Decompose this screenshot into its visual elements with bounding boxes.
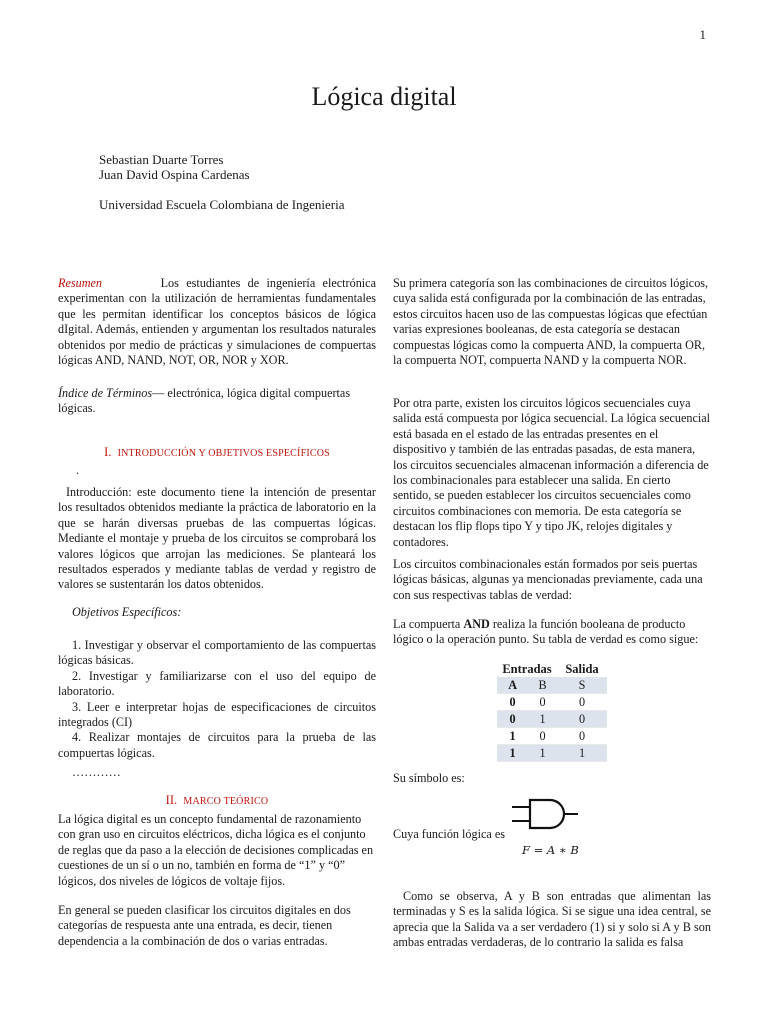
cell-b: 1	[528, 711, 557, 728]
theory-paragraph-1: La lógica digital es un concepto fundamental de razonamiento con gran uso en circuitos eléctricos, dicha lógica es el conjunto de reglas que da paso a la elección de decisiones complicadas en cuestiones de un sí o un no, también en forma de “1” y “0” lógicos, dos niveles de lógicos de voltaje fijos.	[58, 812, 374, 888]
objective-item: 4. Realizar montajes de circuitos para la prueba de las compuertas lógicas.	[58, 730, 376, 760]
table-row	[497, 745, 607, 762]
page-title: Lógica digital	[311, 82, 457, 111]
right-paragraph-5: Como se observa, A y B son entradas que alimentan las terminadas y S es la salida lógica. Si se sigue una idea central, se aprecia que la Salida va a ser verdadero (1) si y solo si A y B son ambas entradas verdaderas, de lo contrario la salida es falsa	[393, 889, 711, 950]
abstract	[58, 276, 376, 368]
author-list	[99, 152, 250, 182]
table-row	[497, 694, 607, 711]
section-2-heading	[58, 793, 376, 808]
right-paragraph-2: Por otra parte, existen los circuitos lógicos secuenciales cuya salida está compuesta por lógica secuencial. La lógica secuencial está basada en el estado de las entradas presentes en el dispositivo y también de las entradas pasadas, de esta manera, los circuitos secuenciales almacenan información a diferencia de los combinacionales para establecer una salida. En cierto sentido, se pueden establecer los circuitos secuenciales como circuitos combinaciones con memoria. De esta categoría se destacan los flip flops tipo Y y tipo JK, relojes digitales y contadores.	[393, 396, 711, 549]
function-expression: F = A ∗ B	[522, 843, 579, 857]
affiliation: Universidad Escuela Colombiana de Ingenieria	[99, 197, 345, 212]
cell-s: 1	[557, 745, 607, 762]
cell-a: 1	[497, 745, 528, 762]
section-1-title: INTRODUCCIÓN Y OBJETIVOS ESPECÍFICOS	[117, 448, 330, 459]
cell-b: 1	[528, 745, 557, 762]
index-terms	[58, 386, 376, 417]
page-number: 1	[699, 27, 706, 42]
header-entradas: Entradas	[502, 661, 552, 676]
truth-table-column-header	[497, 677, 607, 694]
abstract-text: Los estudiantes de ingeniería electrónica experimentan con la utilización de herramientas fundamentales que les permitan identificar los conceptos básicos de lógica dIgital. Además, entienden y argumentan los resultados naturales obtenidos por medio de prácticas y simulaciones de compuertas lógicas AND, NAND, NOT, OR, NOR y XOR.	[58, 276, 377, 368]
author-1: Sebastian Duarte Torres	[99, 152, 224, 167]
table-row	[497, 728, 607, 745]
section-2-number: II.	[165, 793, 178, 807]
cell-a: 1	[497, 728, 528, 745]
cell-a: 0	[497, 694, 528, 711]
section-1-number: I.	[104, 445, 112, 459]
section-1-dot: .	[76, 463, 80, 477]
and-gate-body	[530, 800, 564, 828]
and-paragraph-pre: La compuerta	[393, 617, 464, 631]
truth-table	[497, 661, 607, 762]
column-s: S	[557, 677, 607, 694]
section-2-title: MARCO TEÓRICO	[183, 796, 269, 807]
and-paragraph-post: realiza la función booleana de producto lógico o la operación punto. Su tabla de verdad es como sigue:	[393, 617, 699, 647]
theory-paragraph-2: En general se pueden clasificar los circuitos digitales en dos categorías de respuesta ante una entrada, es decir, tienen dependencia a la combinación de dos o varias entradas.	[58, 903, 351, 948]
truth-table-group-header	[497, 661, 607, 677]
function-label: Cuya función lógica es	[393, 827, 506, 841]
table-row	[497, 711, 607, 728]
cell-b: 0	[528, 694, 557, 711]
objectives-ellipsis: …………	[72, 765, 121, 779]
cell-a: 0	[497, 711, 528, 728]
objective-item: 1. Investigar y observar el comportamiento de las compuertas lógicas básicas.	[58, 638, 376, 668]
cell-b: 0	[528, 728, 557, 745]
and-gate-paragraph	[393, 617, 711, 648]
author-2: Juan David Ospina Cardenas	[99, 167, 250, 182]
column-a: A	[497, 677, 528, 694]
cell-s: 0	[557, 728, 607, 745]
header-salida: Salida	[565, 661, 599, 676]
abstract-label: Resumen	[58, 276, 102, 290]
symbol-label: Su símbolo es:	[393, 771, 465, 785]
column-b: B	[528, 677, 557, 694]
right-paragraph-1: Su primera categoría son las combinaciones de circuitos lógicos, cuya salida está configurada por la combinación de las entradas, estos circuitos hacen uso de las compuestas lógicas que efectúan varias expresiones booleanas, de esta categoría se destacan compuestas lógicas como la compuerta AND, la compuerta OR, la compuerta NOT, compuerta NAND y la compuerta NOR.	[393, 276, 709, 368]
objectives-list	[58, 638, 376, 761]
cell-s: 0	[557, 711, 607, 728]
objectives-heading: Objetivos Específicos:	[72, 605, 182, 619]
index-terms-text: — electrónica, lógica digital compuertas lógicas.	[58, 386, 351, 416]
cell-s: 0	[557, 694, 607, 711]
section-1-heading	[58, 445, 376, 460]
right-paragraph-3: Los circuitos combinacionales están formados por seis puertas lógicas básicas, algunas ya mencionadas previamente, cada una con sus respectivas tablas de verdad:	[393, 557, 703, 602]
objective-item: 3. Leer e interpretar hojas de especificaciones de circuitos integrados (CI)	[58, 699, 376, 730]
objective-item: 2. Investigar y familiarizarse con el uso del equipo de laboratorio.	[58, 668, 376, 699]
index-terms-label: Índice de Términos	[58, 386, 153, 400]
and-bold: AND	[463, 617, 490, 631]
and-gate-symbol	[510, 797, 580, 831]
intro-paragraph: Introducción: este documento tiene la intención de presentar los resultados obtenidos mediante la práctica de laboratorio en la que se harán diversas pruebas de las compuertas lógicas. Mediante el montaje y prueba de los circuitos se comprobará los valores lógicos que arrojan las mediciones. Se planteará los resultados esperados y mediante tablas de verdad y registro de valores se sustentarán los datos obtenidos.	[58, 485, 376, 592]
